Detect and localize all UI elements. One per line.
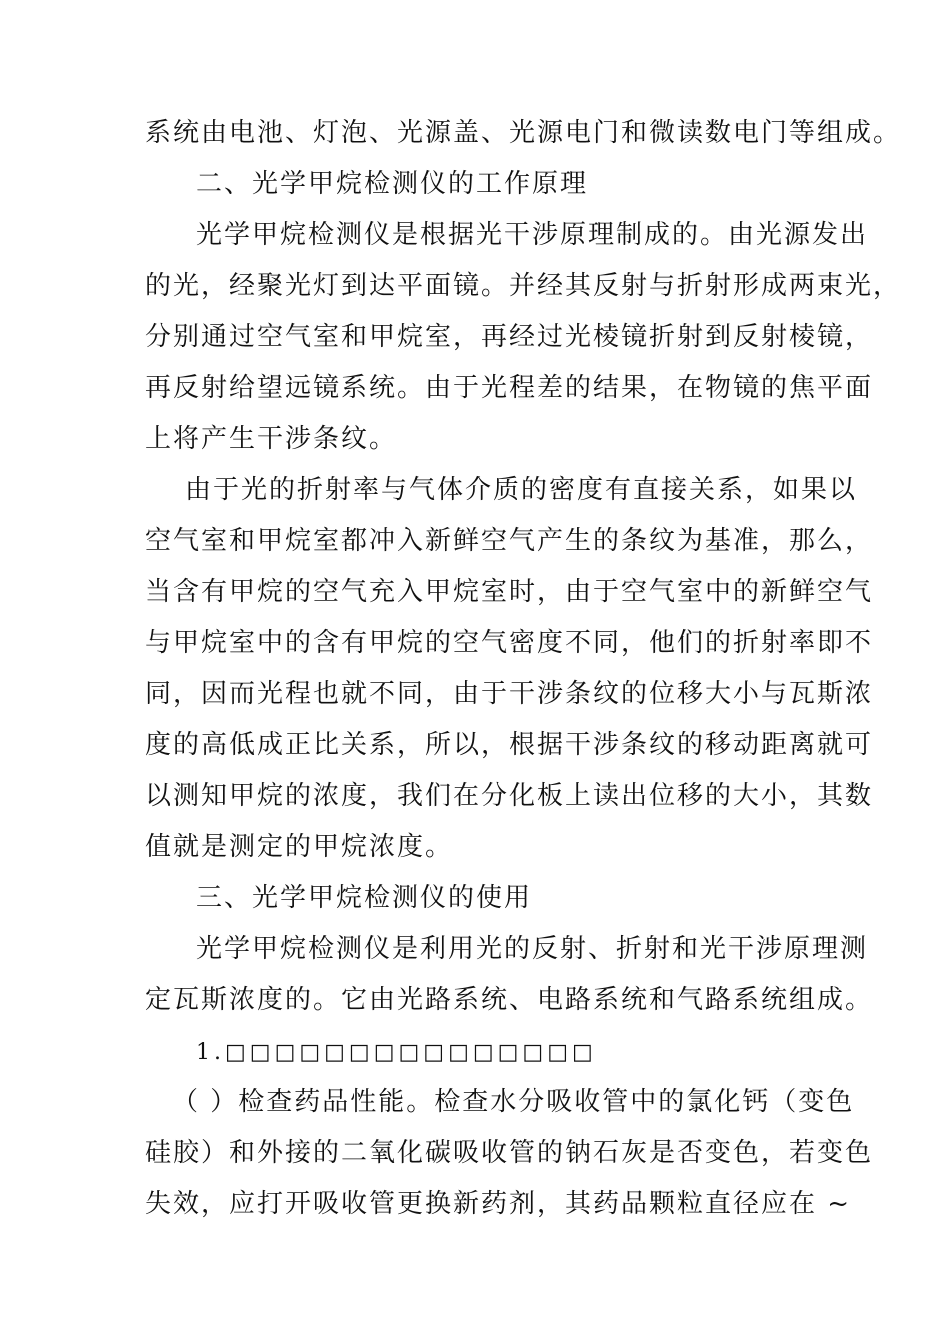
text-line: 以测知甲烷的浓度，我们在分化板上读出位移的大小，其数	[145, 781, 874, 811]
section-heading: 二、光学甲烷检测仪的工作原理	[196, 169, 589, 199]
text-line: 分别通过空气室和甲烷室，再经过光棱镜折射到反射棱镜，	[145, 322, 874, 352]
text-line: 值就是测定的甲烷浓度。	[145, 832, 454, 862]
text-line: 当含有甲烷的空气充入甲烷室时，由于空气室中的新鲜空气	[145, 577, 874, 607]
text-line: 由于光的折射率与气体介质的密度有直接关系，如果以	[185, 475, 858, 505]
text-line: 度的高低成正比关系，所以，根据干涉条纹的移动距离就可	[145, 730, 874, 760]
text-line: 空气室和甲烷室都冲入新鲜空气产生的条纹为基准，那么，	[145, 526, 874, 556]
text-line: 定瓦斯浓度的。它由光路系统、电路系统和气路系统组成。	[145, 985, 874, 1015]
text-line: 硅胶）和外接的二氧化碳吸收管的钠石灰是否变色，若变色	[145, 1138, 874, 1168]
text-line: （ ）检查药品性能。检查水分吸收管中的氯化钙（变色	[172, 1087, 855, 1117]
text-line: 与甲烷室中的含有甲烷的空气密度不同，他们的折射率即不	[145, 628, 874, 658]
text-line: 系统由电池、灯泡、光源盖、光源电门和微读数电门等组成。	[145, 118, 902, 148]
subheading-placeholder: 1.□□□□□□□□□□□□□□□	[196, 1040, 597, 1065]
text-line: 的光，经聚光灯到达平面镜。并经其反射与折射形成两束光，	[145, 271, 902, 301]
text-line: 失效，应打开吸收管更换新药剂，其药品颗粒直径应在 ~	[145, 1189, 852, 1219]
text-line: 上将产生干涉条纹。	[145, 424, 398, 454]
text-line: 光学甲烷检测仪是根据光干涉原理制成的。由光源发出	[196, 220, 869, 250]
text-line: 光学甲烷检测仪是利用光的反射、折射和光干涉原理测	[196, 934, 869, 964]
text-line: 再反射给望远镜系统。由于光程差的结果，在物镜的焦平面	[145, 373, 874, 403]
text-line: 同，因而光程也就不同，由于干涉条纹的位移大小与瓦斯浓	[145, 679, 874, 709]
section-heading: 三、光学甲烷检测仪的使用	[196, 883, 533, 913]
